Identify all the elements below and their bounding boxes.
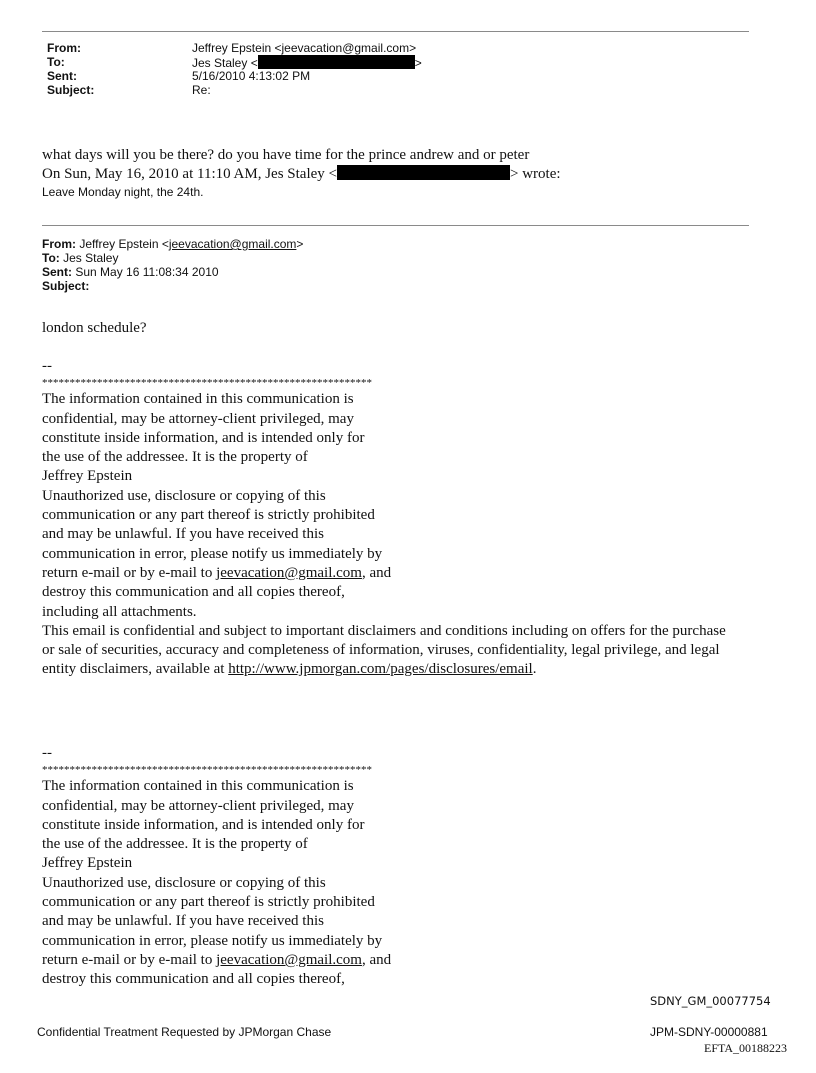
header-subject-row (47, 83, 422, 97)
disclaimer-line: Unauthorized use, disclosure or copying of this (42, 487, 326, 504)
subject-value: Re: (192, 83, 211, 97)
disclaimer-line: communication or any part thereof is strictly prohibited (42, 507, 375, 524)
return-suffix: , and (361, 951, 392, 968)
sent-value: 5/16/2010 4:13:02 PM (192, 69, 311, 83)
quoted-subject-label: Subject: (42, 279, 90, 293)
quoted-to (42, 251, 303, 265)
quoted-subject (42, 279, 303, 293)
disclaimer-email-link[interactable]: jeevacation@gmail.com (216, 564, 362, 581)
disclaimer-line: the use of the addressee. It is the property of (42, 449, 308, 466)
reply-attribution (42, 165, 561, 184)
quoted-to-label: To: (42, 251, 60, 265)
quoted-from (42, 237, 303, 251)
attribution-suffix: > wrote: (509, 166, 561, 183)
attribution-prefix: On Sun, May 16, 2010 at 11:10 AM, Jes Staley < (42, 166, 337, 183)
disclaimer-1 (42, 357, 726, 680)
to-label: To: (47, 55, 65, 69)
disclaimer-line: constitute inside information, and is intended only for (42, 429, 365, 446)
quoted-to-value: Jes Staley (59, 251, 119, 265)
disclaimer-line: destroy this communication and all copies thereof, (42, 584, 345, 601)
jpm-line3-suffix: . (532, 661, 537, 678)
disclaimer-line: communication in error, please notify us immediately by (42, 932, 383, 949)
header-sent-row (47, 69, 422, 83)
star-divider: ************************************************************ (42, 764, 372, 777)
disclaimer-line: Jeffrey Epstein (42, 855, 133, 872)
email-header (47, 41, 422, 97)
top-divider (42, 31, 749, 32)
disclaimer-return-line (42, 951, 391, 970)
return-suffix: , and (361, 564, 392, 581)
quoted-sent-label: Sent: (42, 265, 72, 279)
redaction-box (258, 55, 415, 69)
quoted-body: london schedule? (42, 320, 147, 336)
bates-number-gm: SDNY_GM_00077754 (650, 994, 771, 1008)
reply-question: what days will you be there? do you have time for the prince andrew and or peter (42, 147, 530, 163)
disclaimer-2 (42, 744, 391, 990)
quoted-reply-text: Leave Monday night, the 24th. (42, 184, 204, 199)
efta-number: EFTA_00188223 (704, 1041, 788, 1055)
quoted-sent-value: Sun May 16 11:08:34 2010 (72, 265, 219, 279)
quoted-from-label: From: (42, 237, 76, 251)
disclaimer-line: and may be unlawful. If you have received this (42, 913, 324, 930)
disclaimer-line: Jeffrey Epstein (42, 468, 133, 485)
jpm-disclaimer-line: or sale of securities, accuracy and completeness of information, viruses, confidentiality, legal privilege, and legal (42, 642, 720, 659)
disclaimer-line: communication or any part thereof is strictly prohibited (42, 894, 375, 911)
from-label: From: (47, 41, 81, 55)
confidential-footer: Confidential Treatment Requested by JPMorgan Chase (37, 1025, 332, 1039)
header-to-row (47, 55, 422, 69)
disclaimer-line: The information contained in this communication is (42, 391, 354, 408)
jpm-disclaimer-line: This email is confidential and subject to important disclaimers and conditions including on offers for the purchase (42, 622, 726, 639)
disclaimer-line: the use of the addressee. It is the property of (42, 836, 308, 853)
disclaimer-line: communication in error, please notify us immediately by (42, 545, 383, 562)
disclaimer-line: constitute inside information, and is intended only for (42, 816, 365, 833)
to-suffix: > (414, 56, 422, 70)
disclaimer-email-link[interactable]: jeevacation@gmail.com (216, 951, 362, 968)
jpm-disclosures-link[interactable]: http://www.jpmorgan.com/pages/disclosures/email (228, 661, 533, 678)
from-value: Jeffrey Epstein <jeevacation@gmail.com> (192, 41, 417, 55)
disclaimer-line: and may be unlawful. If you have received this (42, 526, 324, 543)
disclaimer-line: The information contained in this communication is (42, 778, 354, 795)
disclaimer-line: confidential, may be attorney-client privileged, may (42, 410, 354, 427)
quoted-from-close: > (296, 237, 304, 251)
header-from-row (47, 41, 422, 55)
quoted-from-name: Jeffrey Epstein < (76, 237, 169, 251)
jpm-line3-prefix: entity disclaimers, available at (42, 661, 229, 678)
to-prefix: Jes Staley < (192, 56, 258, 70)
quoted-sent (42, 265, 303, 279)
sent-label: Sent: (47, 69, 77, 83)
reply-body (42, 146, 561, 199)
redaction-box (337, 165, 510, 180)
bates-number-jpm: JPM-SDNY-00000881 (650, 1025, 768, 1039)
jpm-disclaimer-line (42, 660, 726, 679)
disclaimer-line: destroy this communication and all copies thereof, (42, 971, 345, 988)
disclaimer-return-line (42, 564, 726, 583)
star-divider: ************************************************************ (42, 377, 372, 390)
disclaimer-line: Unauthorized use, disclosure or copying of this (42, 874, 326, 891)
return-prefix: return e-mail or by e-mail to (42, 951, 217, 968)
disclaimer-line: confidential, may be attorney-client privileged, may (42, 797, 354, 814)
return-prefix: return e-mail or by e-mail to (42, 564, 217, 581)
disclaimer-line: including all attachments. (42, 603, 197, 620)
subject-label: Subject: (47, 83, 95, 97)
signature-dashes: -- (42, 745, 52, 761)
to-value (192, 55, 422, 69)
quote-divider (42, 225, 749, 226)
quoted-from-email-link[interactable]: jeevacation@gmail.com (168, 237, 297, 251)
quoted-header (42, 237, 303, 293)
signature-dashes: -- (42, 358, 52, 374)
